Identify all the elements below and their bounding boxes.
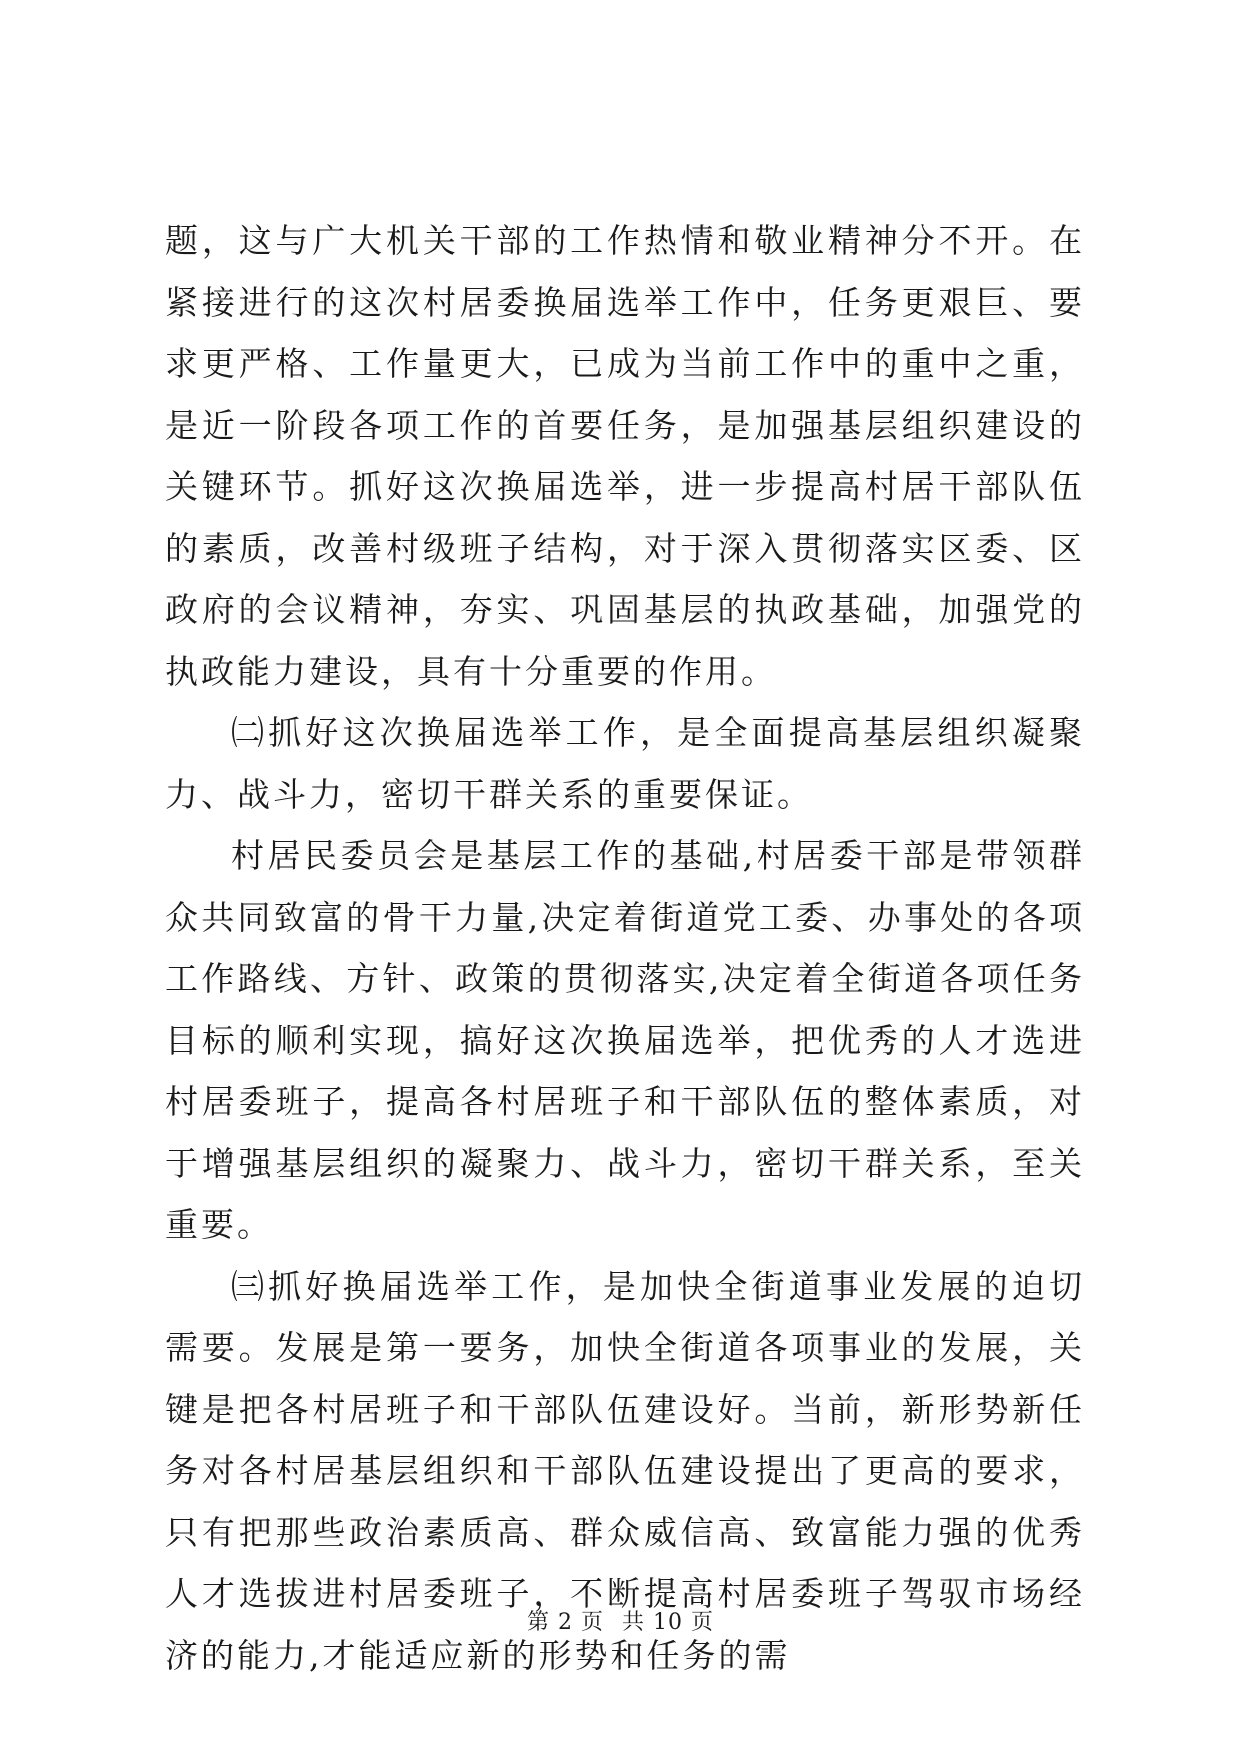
paragraph-section-2-body: 村居民委员会是基层工作的基础,村居委干部是带领群众共同致富的骨干力量,决定着街道党工委、办事处的各项工作路线、方针、政策的贯彻落实,决定着全街道各项任务目标的顺利实现，搞好这次换届选举，把优秀的人才选进村居委班子，提高各村居班子和干部队伍的整体素质，对于增强基层组织的凝聚力、战斗力，密切干群关系，至关重要。 <box>165 836 1085 1244</box>
page-total: 共 10 页 <box>622 1610 714 1635</box>
paragraph-continuation: 题，这与广大机关干部的工作热情和敬业精神分不开。在紧接进行的这次村居委换届选举工作中，任务更艰巨、要求更严格、工作量更大，已成为当前工作中的重中之重，是近一阶段各项工作的首要任务，是加强基层组织建设的关键环节。抓好这次换届选举，进一步提高村居干部队伍的素质，改善村级班子结构，对于深入贯彻落实区委、区政府的会议精神，夯实、巩固基层的执政基础，加强党的执政能力建设，具有十分重要的作用。 <box>165 221 1085 691</box>
paragraph-section-3: ㈢抓好换届选举工作，是加快全街道事业发展的迫切需要。发展是第一要务，加快全街道各项事业的发展，关键是把各村居班子和干部队伍建设好。当前，新形势新任务对各村居基层组织和干部队伍建设提出了更高的要求，只有把那些政治素质高、群众威信高、致富能力强的优秀人才选拔进村居委班子，不断提高村居委班子驾驭市场经济的能力,才能适应新的形势和任务的需 <box>165 1266 1085 1675</box>
document-body <box>165 210 1085 1686</box>
page-number: 第 2 页 <box>527 1610 604 1635</box>
page-footer <box>0 1605 1241 1636</box>
paragraph-section-2-heading: ㈡抓好这次换届选举工作，是全面提高基层组织凝聚力、战斗力，密切干群关系的重要保证。 <box>165 713 1085 814</box>
